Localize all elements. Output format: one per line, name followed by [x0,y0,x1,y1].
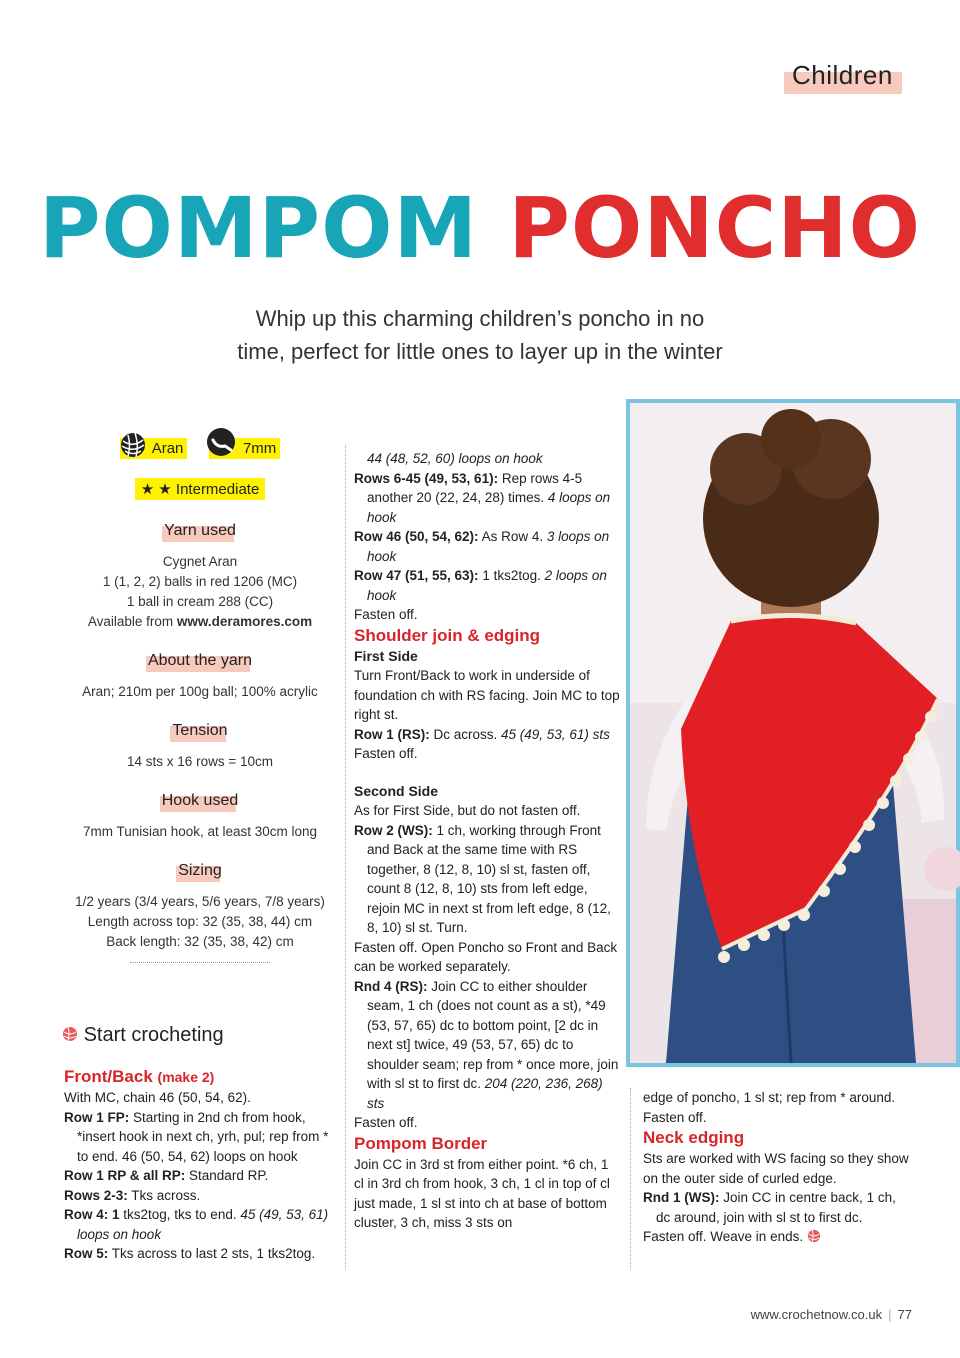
yarn-name: Cygnet Aran [162,554,238,569]
row-5-label: Row 5: [64,1246,109,1261]
crochet-hook-icon [205,426,237,458]
hook-size-chip [209,438,280,459]
start-heading [62,1024,224,1047]
second-side-heading: Second Side [354,782,439,799]
page-title [0,178,960,278]
standfirst-line-2: time, perfect for little ones to layer up in the winter [237,339,723,364]
title-word-1: POMPOM [38,179,479,277]
sizing-heading: Sizing [178,862,222,879]
fs-row-1-label: Row 1 (RS): [354,726,430,742]
row-1-rp [64,1166,336,1186]
yarn-used-heading: Yarn used [164,522,236,539]
neck-edging-heading: Neck edging [643,1128,745,1147]
fasten-off-1: Fasten off. [354,607,418,622]
info-sidebar [62,438,338,963]
yarn-cc: 1 ball in cream 288 (CC) [126,594,274,609]
standfirst [150,302,810,368]
column-divider-2 [630,1088,631,1270]
neck-rnd-1-text: Join CC in centre back, 1 ch, dc around, join with sl st to first dc. [656,1190,896,1225]
col3-continued: edge of poncho, 1 sl st; rep from * around. [643,1090,896,1105]
rows-2-3 [64,1186,336,1206]
pompom-border-text: Join CC in 3rd st from either point. *6 ch, 1 cl in 3rd ch from hook, 3 ch, 1 cl in top of cl just made, 1 sl st into ch at base of bottom cluster, 3 ch, miss 3 sts on [354,1156,610,1230]
yarn-used-block [62,552,338,632]
front-back-heading: Front/Back [64,1067,153,1086]
hook-used-text: 7mm Tunisian hook, at least 30cm long [82,824,318,839]
finish-line [643,1227,913,1247]
row-47 [354,566,620,605]
section-tag [784,60,904,92]
shoulder-join-heading: Shoulder join & edging [354,625,541,645]
stockist-link[interactable]: www.deramores.com [176,614,313,629]
weight-label: Aran [151,440,184,457]
about-yarn-heading: About the yarn [147,652,253,669]
cont-loops: 44 (48, 52, 60) loops on hook [367,451,543,466]
sizing-back-length: Back length: 32 (35, 38, 42) cm [106,934,294,949]
title-word-2: PONCHO [508,179,921,277]
fs-row-1-text: Dc across. [429,726,502,742]
row-4-label: Row 4: 1 [64,1207,120,1222]
column-1 [64,1066,336,1264]
row-46 [354,527,620,566]
rnd-4-text: Join CC to either shoulder seam, 1 ch (does not count as a st), *49 (53, 57, 65) dc to bottom point, [2 dc in next st] twice, 49 (53, 57, 65) dc to shoulder seam; rep from * once more, join with sl st to first dc. [367,978,619,1091]
rows-6-45 [354,469,620,528]
rnd-4-label: Rnd 4 (RS): [354,978,428,994]
skill-level-label: Intermediate [175,481,260,498]
rows-2-3-text: Tks across. [127,1187,201,1203]
fasten-off-3: Fasten off. [354,1115,418,1130]
yarn-ball-icon [118,430,148,460]
page-number: 77 [897,1307,912,1322]
poncho-photo [626,399,960,1067]
neck-rnd-1-label: Rnd 1 (WS): [643,1190,720,1205]
neck-rnd-1 [643,1188,913,1227]
column-3 [643,1088,913,1247]
fb-chain: With MC, chain 46 (50, 54, 62). [64,1090,251,1105]
col3-fasten-off: Fasten off. [643,1109,707,1125]
hook-used-heading: Hook used [161,792,239,809]
row-5 [64,1244,336,1264]
fs-row-1 [354,725,620,745]
skill-level-row [62,478,338,518]
rows-6-45-label: Rows 6-45 (49, 53, 61): [354,470,499,486]
row-46-count: 3 loops on hook [367,529,610,564]
row-4-text: tks2tog, tks to end. [119,1207,241,1222]
rows-6-45-text: Rep rows 4-5 another 20 (22, 24, 28) times. [367,470,583,505]
first-side-text: Turn Front/Back to work in underside of foundation ch with RS facing. Join MC to top right st. [354,668,620,722]
row-1-fp [64,1108,336,1167]
sizing-ages: 1/2 years (3/4 years, 5/6 years, 7/8 years) [75,894,325,909]
yarn-ball-icon-small [62,1026,78,1042]
column-2 [354,449,620,1233]
sidebar-divider [130,962,270,963]
sizing-block [62,892,338,952]
row-5-text: Tks across to last 2 sts, 1 tks2tog. [108,1246,316,1261]
row-46-label: Row 46 (50, 54, 62): [354,529,479,544]
row-1-rp-text: Standard RP. [185,1168,269,1183]
neck-edging-text: Sts are worked with WS facing so they show on the outer side of curled edge. [643,1151,909,1186]
sizing-length: Length across top: 32 (35, 38, 44) cm [87,914,313,929]
rnd-4 [354,977,620,1114]
row-46-text: As Row 4. [478,529,547,544]
standfirst-line-1: Whip up this charming children’s poncho in no [255,306,705,331]
ss-row-2-label: Row 2 (WS): [354,822,433,838]
footer: www.crochetnow.co.uk | 77 [750,1307,912,1322]
finish-text: Fasten off. Weave in ends. [643,1229,804,1244]
open-poncho-text: Fasten off. Open Poncho so Front and Back can be worked separately. [354,939,618,974]
row-47-label: Row 47 (51, 55, 63): [354,568,479,583]
row-47-count: 2 loops on hook [367,568,607,603]
yarn-mc: 1 (1, 2, 2) balls in red 1206 (MC) [102,574,298,589]
row-1-fp-label: Row 1 FP: [64,1109,130,1125]
photo-illustration [626,399,960,1067]
footer-url[interactable]: www.crochetnow.co.uk [750,1307,883,1322]
column-divider-1 [345,445,346,1270]
front-back-make: (make 2) [157,1069,215,1085]
weight-chip [120,438,188,459]
rnd-4-count: 204 (220, 236, 268) sts [367,1076,603,1111]
tension-heading: Tension [172,722,228,739]
ss-row-2 [354,821,620,938]
rows-2-3-label: Rows 2-3: [64,1187,128,1203]
about-yarn-text: Aran; 210m per 100g ball; 100% acrylic [82,684,318,699]
skill-level-chip [135,478,266,500]
fasten-off-2: Fasten off. [354,746,418,761]
row-4-count: 45 (49, 53, 61) loops on hook [77,1207,329,1242]
tension-text: 14 sts x 16 rows = 10cm [127,754,273,769]
pompom-border-heading: Pompom Border [354,1133,488,1153]
yarn-weight-row [62,438,338,478]
section-label: Children [792,60,893,90]
start-heading-label: Start crocheting [83,1024,224,1046]
row-1-rp-label: Row 1 RP & all RP: [64,1168,186,1183]
second-side-text: As for First Side, but do not fasten off. [354,803,581,818]
hook-size-label: 7mm [242,440,277,457]
row-4 [64,1205,336,1244]
rows-6-45-count: 4 loops on hook [367,490,611,525]
first-side-heading: First Side [354,647,418,664]
availability-text: Available from [87,614,177,629]
row-47-text: 1 tks2tog. [478,568,545,583]
row-1-fp-text: Starting in 2nd ch from hook, *insert hook in next ch, yrh, pul; rep from * to end. 46 (50, 54, 62) loops on hook [77,1109,329,1164]
end-yarn-icon [807,1229,821,1243]
star-icons: ★ ★ [140,481,172,498]
ss-row-2-text: 1 ch, working through Front and Back at the same time with RS together, 8 (12, 8, 10) sl st, fasten off, count 8 (12, 8, 10) sts from left edge, rejoin MC in next st from left edge, 8 (12, 8, 10) sl st. Turn. [367,822,611,935]
fs-row-1-count: 45 (49, 53, 61) sts [501,726,610,742]
